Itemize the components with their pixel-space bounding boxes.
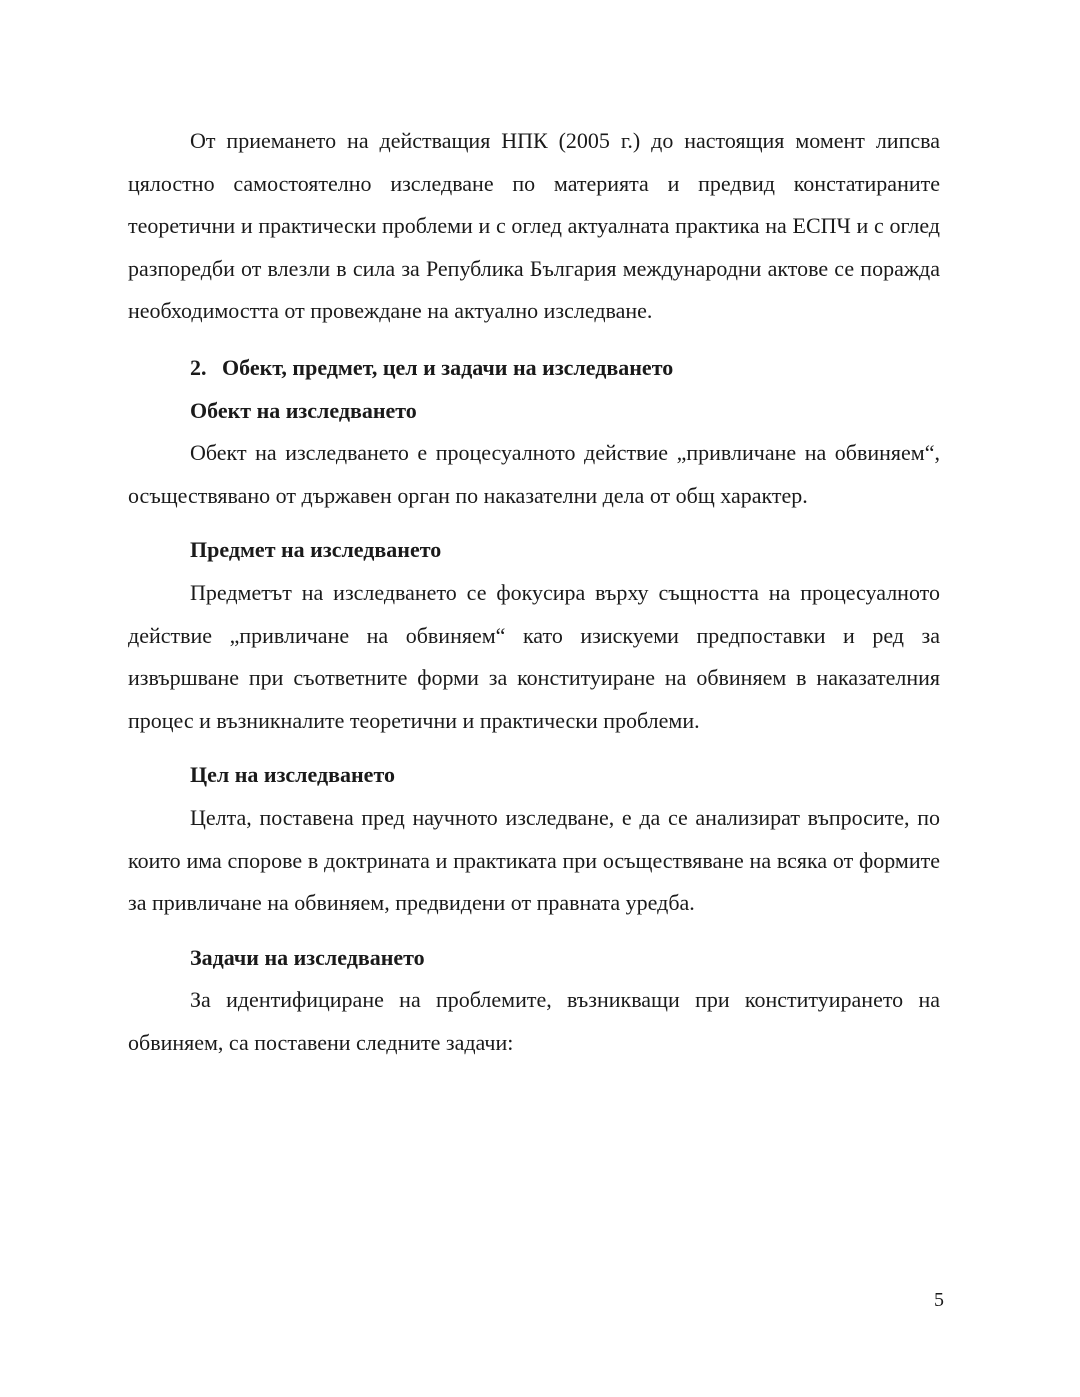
section-title: Обект, предмет, цел и задачи на изследването bbox=[222, 354, 674, 380]
tasks-paragraph: За идентифициране на проблемите, възникващи при конституирането на обвиняем, са поставени следните задачи: bbox=[128, 987, 940, 1055]
object-paragraph: Обект на изследването е процесуалното действие „привличане на обвиняем“, осъществявано от държавен орган по наказателни дела от общ характер. bbox=[128, 440, 940, 508]
page-number: 5 bbox=[934, 1289, 944, 1311]
aim-heading: Цел на изследването bbox=[190, 762, 395, 788]
subject-heading: Предмет на изследването bbox=[190, 537, 442, 563]
aim-paragraph: Целта, поставена пред научното изследване, е да се анализират въпросите, по които има спорове в доктрината и практиката при осъществяване на всяка от формите за привличане на обвиняем, предвидени от правната уредба. bbox=[128, 804, 940, 916]
intro-paragraph: От приемането на действащия НПК (2005 г.) до настоящия момент липсва цялостно самостоятелно изследване по материята и предвид констатираните теоретични и практически проблеми и с оглед актуалната практика на ЕСПЧ и с оглед разпоредби от влезли в сила за Република България международни актове се поражда необходимостта от провеждане на актуално изследване. bbox=[128, 128, 940, 324]
section-number: 2. bbox=[190, 354, 207, 380]
subject-paragraph: Предметът на изследването се фокусира върху същността на процесуалното действие „привличане на обвиняем“ като изискуеми предпоставки и ред за извършване при съответните форми за конституиране на обвиняем в наказателния процес и възникналите теоретични и практически проблеми. bbox=[128, 579, 940, 733]
object-heading: Обект на изследването bbox=[190, 397, 417, 423]
tasks-heading: Задачи на изследването bbox=[190, 944, 425, 970]
section-heading bbox=[128, 347, 940, 390]
document-page bbox=[128, 120, 940, 1064]
